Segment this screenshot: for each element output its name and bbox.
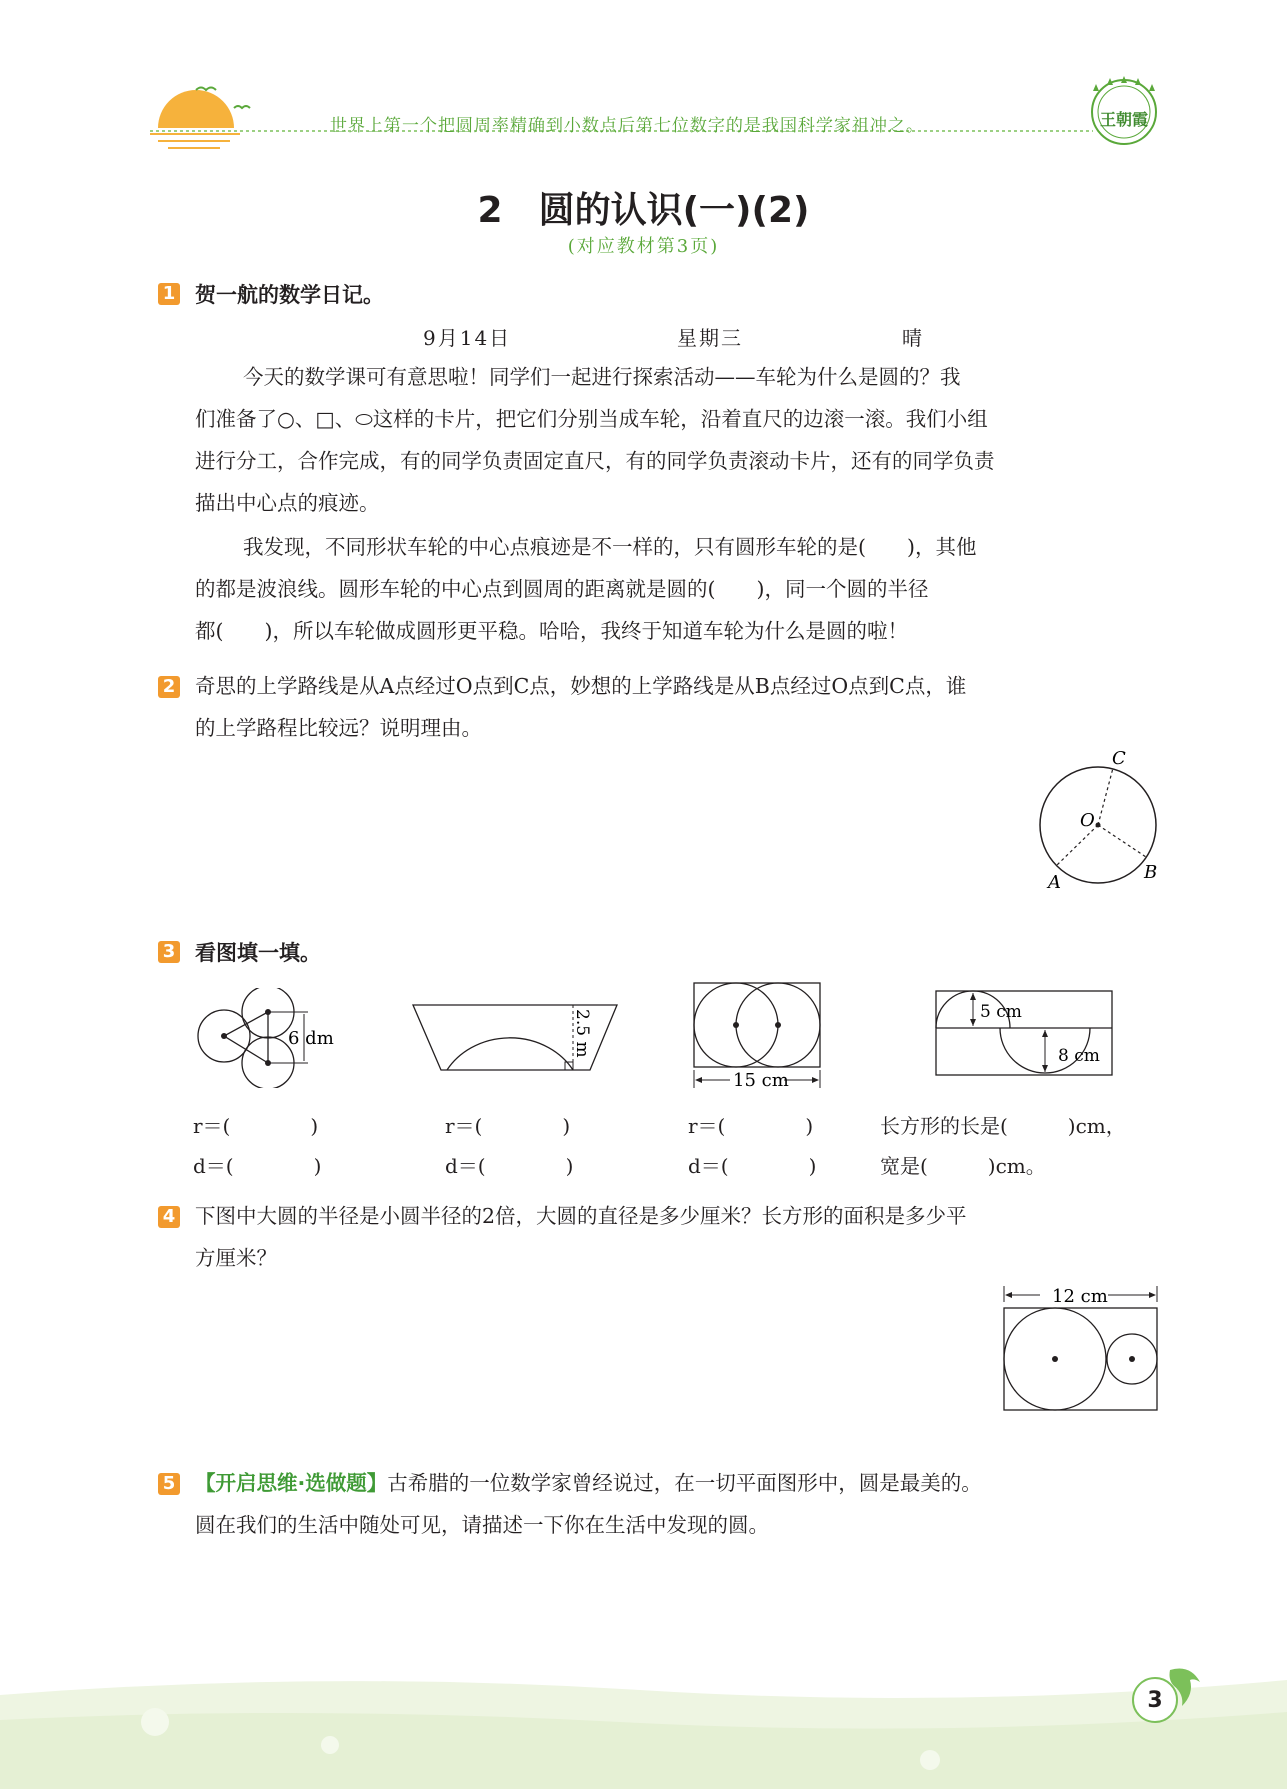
fig3-label: 15 cm bbox=[733, 1070, 789, 1091]
q2-radius-ob bbox=[1098, 825, 1146, 857]
q3-figure-1 bbox=[180, 988, 360, 1088]
q4-line: 方厘米？ bbox=[195, 1246, 277, 1270]
q4-line: 下图中大圆的半径是小圆半径的2倍，大圆的直径是多少厘米？长方形的面积是多少平 bbox=[195, 1204, 967, 1228]
q5-tag: 【开启思维·选做题】 bbox=[195, 1471, 388, 1495]
fig4-width-fill: 宽是( )cm。 bbox=[880, 1154, 1046, 1178]
q2-line: 的上学路程比较远？说明理由。 bbox=[195, 716, 482, 740]
question-number-3: 3 bbox=[158, 941, 180, 963]
header-decoration bbox=[0, 0, 1287, 160]
diary-weather: 晴 bbox=[902, 326, 924, 350]
q4-figure bbox=[995, 1280, 1170, 1415]
q1-heading: 贺一航的数学日记。 bbox=[195, 283, 384, 307]
question-number-2: 2 bbox=[158, 676, 180, 698]
fig1-label: 6 dm bbox=[288, 1028, 334, 1049]
brand-badge-text: 王朝霞 bbox=[1099, 110, 1148, 129]
header-tagline: 世界上第一个把圆周率精确到小数点后第七位数字的是我国科学家祖冲之。 bbox=[330, 116, 924, 136]
q3-heading: 看图填一填。 bbox=[195, 941, 321, 965]
q3-figure-3 bbox=[690, 980, 830, 1095]
fig2-label: 2.5 m bbox=[572, 1009, 592, 1058]
page-number: 3 bbox=[1147, 1688, 1163, 1713]
label-o: O bbox=[1080, 810, 1095, 831]
fig4-label-5cm: 5 cm bbox=[980, 1002, 1022, 1022]
diary-weekday: 星期三 bbox=[677, 326, 743, 350]
q1-p1-line: 们准备了○、□、⬭这样的卡片，把它们分别当成车轮，沿着直尺的边滚一滚。我们小组 bbox=[195, 407, 988, 431]
fig4-label-8cm: 8 cm bbox=[1058, 1046, 1100, 1066]
fig1-r-fill: r＝( ) bbox=[193, 1114, 319, 1138]
label-c: C bbox=[1112, 748, 1126, 769]
q2-line: 奇思的上学路线是从A点经过O点到C点，妙想的上学路线是从B点经过O点到C点，谁 bbox=[195, 674, 967, 698]
label-a: A bbox=[1048, 872, 1061, 893]
q1-p2-line: 我发现，不同形状车轮的中心点痕迹是不一样的，只有圆形车轮的是( )，其他 bbox=[243, 535, 977, 559]
diary-date: 9月14日 bbox=[423, 326, 512, 350]
fig4-length-fill: 长方形的长是( )cm， bbox=[880, 1114, 1126, 1138]
q5-line1: 古希腊的一位数学家曾经说过，在一切平面图形中，圆是最美的。 bbox=[387, 1471, 982, 1495]
q2-center-dot bbox=[1096, 823, 1101, 828]
fig3-d-fill: d＝( ) bbox=[688, 1154, 817, 1178]
q1-paragraph-2 bbox=[195, 526, 1160, 652]
q4-text bbox=[195, 1195, 1160, 1279]
q1-p1-line: 进行分工，合作完成，有的同学负责固定直尺，有的同学负责滚动卡片，还有的同学负责 bbox=[195, 449, 995, 473]
footer-decoration bbox=[0, 1650, 1287, 1789]
page-subtitle: (对应教材第3页) bbox=[567, 236, 720, 257]
q2-circle-figure bbox=[1020, 740, 1170, 900]
q1-p1-line: 描出中心点的痕迹。 bbox=[195, 491, 380, 515]
q5-text bbox=[195, 1462, 1175, 1546]
q2-radius-oc bbox=[1098, 768, 1113, 825]
fig2-r-fill: r＝( ) bbox=[445, 1114, 571, 1138]
q3-figure-2 bbox=[405, 995, 630, 1075]
q4-fig-label: 12 cm bbox=[1052, 1286, 1108, 1307]
q3-figure-4 bbox=[932, 985, 1117, 1085]
q1-p2-line: 的都是波浪线。圆形车轮的中心点到圆周的距离就是圆的( )，同一个圆的半径 bbox=[195, 577, 929, 601]
sun-icon bbox=[150, 90, 240, 148]
q1-paragraph-1 bbox=[195, 356, 1160, 524]
question-number-5: 5 bbox=[158, 1473, 180, 1495]
q1-p2-line: 都( )，所以车轮做成圆形更平稳。哈哈，我终于知道车轮为什么是圆的啦！ bbox=[195, 619, 908, 643]
question-number-4: 4 bbox=[158, 1206, 180, 1228]
fig2-d-fill: d＝( ) bbox=[445, 1154, 574, 1178]
question-number-1: 1 bbox=[158, 283, 180, 305]
q5-line2: 圆在我们的生活中随处可见，请描述一下你在生活中发现的圆。 bbox=[195, 1513, 769, 1537]
fig3-r-fill: r＝( ) bbox=[688, 1114, 814, 1138]
q1-p1-line: 今天的数学课可有意思啦！同学们一起进行探索活动——车轮为什么是圆的？我 bbox=[243, 365, 961, 389]
fig1-d-fill: d＝( ) bbox=[193, 1154, 322, 1178]
q2-text bbox=[195, 665, 1160, 749]
label-b: B bbox=[1144, 862, 1158, 883]
q2-radius-oa bbox=[1056, 825, 1098, 866]
page-title: 2 圆的认识(一)(2) bbox=[477, 190, 810, 231]
